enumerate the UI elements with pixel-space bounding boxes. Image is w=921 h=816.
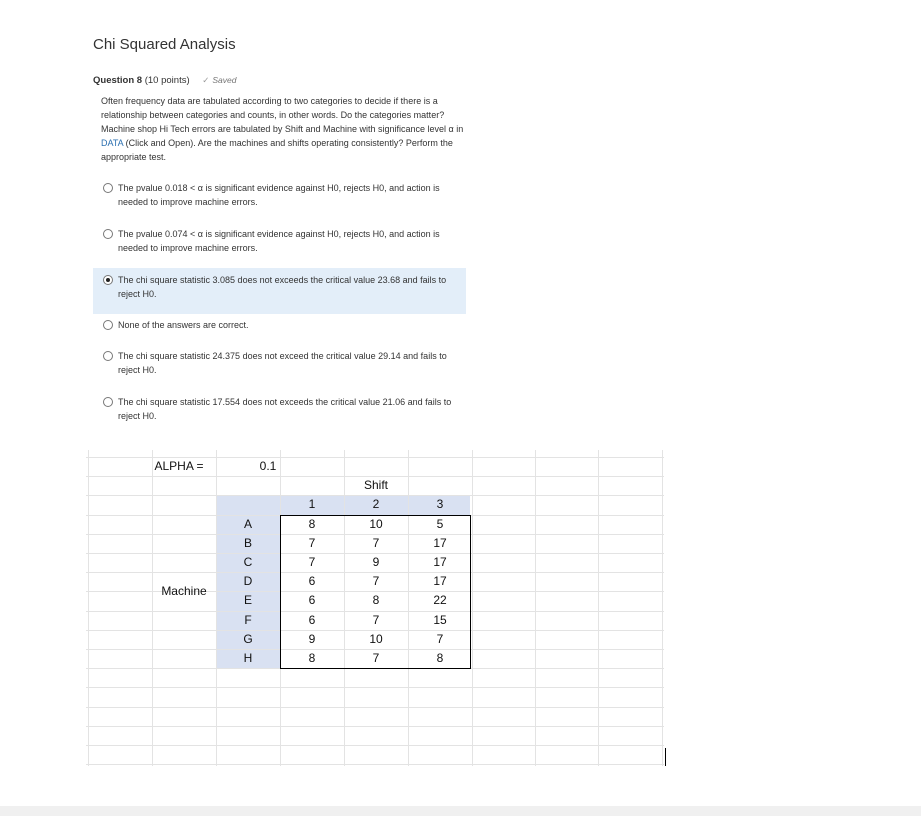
data-table-border bbox=[280, 515, 471, 670]
grid-row-line bbox=[86, 707, 664, 708]
machine-label: A bbox=[243, 516, 252, 531]
grid-row-line bbox=[86, 745, 664, 746]
grid-column-line bbox=[662, 450, 663, 766]
radio-button[interactable] bbox=[103, 397, 113, 407]
machine-header: Machine bbox=[161, 583, 207, 598]
machine-label: H bbox=[243, 651, 253, 665]
count-cell: 5 bbox=[436, 516, 444, 531]
saved-label: Saved bbox=[212, 75, 237, 85]
grid-column-line bbox=[88, 450, 89, 766]
radio-button[interactable] bbox=[103, 229, 113, 239]
machine-label: E bbox=[243, 593, 252, 608]
shift-header: 3 bbox=[436, 497, 444, 512]
grid-column-line bbox=[152, 450, 153, 766]
bottom-bar bbox=[0, 806, 921, 816]
radio-button[interactable] bbox=[103, 183, 113, 193]
count-cell: 17 bbox=[433, 574, 447, 589]
machine-label: B bbox=[243, 535, 252, 550]
radio-button[interactable] bbox=[103, 275, 113, 285]
count-cell: 10 bbox=[369, 631, 383, 646]
answer-option[interactable] bbox=[93, 181, 466, 213]
count-cell: 10 bbox=[369, 516, 383, 531]
count-cell: 8 bbox=[308, 516, 316, 531]
radio-button[interactable] bbox=[103, 351, 113, 361]
machine-label: C bbox=[243, 555, 253, 569]
answer-option[interactable] bbox=[93, 349, 466, 381]
count-cell: 7 bbox=[372, 612, 380, 627]
count-cell: 17 bbox=[433, 535, 447, 550]
machine-label: F bbox=[244, 612, 252, 627]
count-cell: 17 bbox=[433, 555, 447, 569]
answer-option[interactable] bbox=[93, 227, 466, 259]
data-link[interactable]: DATA bbox=[101, 138, 124, 148]
answer-option-label: The chi square statistic 17.554 does not exceeds the critical value 21.06 and fails to reject H0. bbox=[118, 397, 452, 421]
grid-column-line bbox=[598, 450, 599, 766]
question-points: (10 points) bbox=[144, 75, 190, 86]
answer-option[interactable] bbox=[93, 268, 466, 314]
answer-option[interactable] bbox=[93, 318, 466, 336]
saved-status bbox=[202, 75, 236, 85]
count-cell: 8 bbox=[372, 593, 380, 608]
answer-option-label: The chi square statistic 24.375 does not exceed the critical value 29.14 and fails to reject H0. bbox=[118, 351, 447, 375]
shift-label: Shift bbox=[363, 478, 388, 493]
question-number: Question 8 bbox=[93, 75, 143, 86]
machine-label: G bbox=[243, 631, 253, 646]
alpha-value: 0.1 bbox=[259, 459, 277, 473]
answer-option-label: None of the answers are correct. bbox=[118, 320, 249, 330]
question-text bbox=[101, 94, 467, 164]
text-cursor bbox=[665, 748, 666, 766]
count-cell: 6 bbox=[308, 593, 316, 608]
count-cell: 7 bbox=[308, 535, 316, 550]
shift-header: 1 bbox=[308, 497, 316, 512]
grid-column-line bbox=[472, 450, 473, 766]
question-text-before: Often frequency data are tabulated according to two categories to decide if there is a relationship between categories and counts, in other words. Do the categories matter? Machine shop Hi Tech errors are tabulated by Shift and Machine with significance level α in bbox=[101, 96, 464, 134]
count-cell: 7 bbox=[372, 535, 380, 550]
count-cell: 7 bbox=[308, 555, 316, 569]
count-cell: 9 bbox=[372, 555, 380, 569]
grid-column-line bbox=[535, 450, 536, 766]
count-cell: 7 bbox=[372, 574, 380, 589]
question-text-after: (Click and Open). Are the machines and shifts operating consistently? Perform the appropriate test. bbox=[101, 138, 453, 162]
question-header bbox=[93, 75, 237, 86]
count-cell: 6 bbox=[308, 574, 316, 589]
count-cell: 8 bbox=[308, 651, 316, 665]
machine-label: D bbox=[243, 574, 253, 589]
page-title: Chi Squared Analysis bbox=[93, 36, 236, 53]
radio-button[interactable] bbox=[103, 320, 113, 330]
grid-row-line bbox=[86, 687, 664, 688]
count-cell: 8 bbox=[436, 651, 444, 665]
count-cell: 9 bbox=[308, 631, 316, 646]
count-cell: 6 bbox=[308, 612, 316, 627]
answer-option-label: The pvalue 0.018 < α is significant evidence against H0, rejects H0, and action is needed to improve machine errors. bbox=[118, 183, 440, 207]
count-cell: 15 bbox=[433, 612, 447, 627]
alpha-label: ALPHA = bbox=[154, 459, 204, 473]
spreadsheet-image bbox=[86, 450, 664, 766]
answer-option-label: The pvalue 0.074 < α is significant evidence against H0, rejects H0, and action is needed to improve machine errors. bbox=[118, 229, 440, 253]
answer-option[interactable] bbox=[93, 395, 466, 427]
answer-option-label: The chi square statistic 3.085 does not exceeds the critical value 23.68 and fails to reject H0. bbox=[118, 275, 447, 299]
check-icon: ✓ bbox=[202, 75, 210, 85]
count-cell: 7 bbox=[436, 631, 444, 646]
count-cell: 22 bbox=[433, 593, 447, 608]
shift-header: 2 bbox=[372, 497, 380, 512]
grid-row-line bbox=[86, 726, 664, 727]
count-cell: 7 bbox=[372, 651, 380, 665]
grid-row-line bbox=[86, 764, 664, 765]
